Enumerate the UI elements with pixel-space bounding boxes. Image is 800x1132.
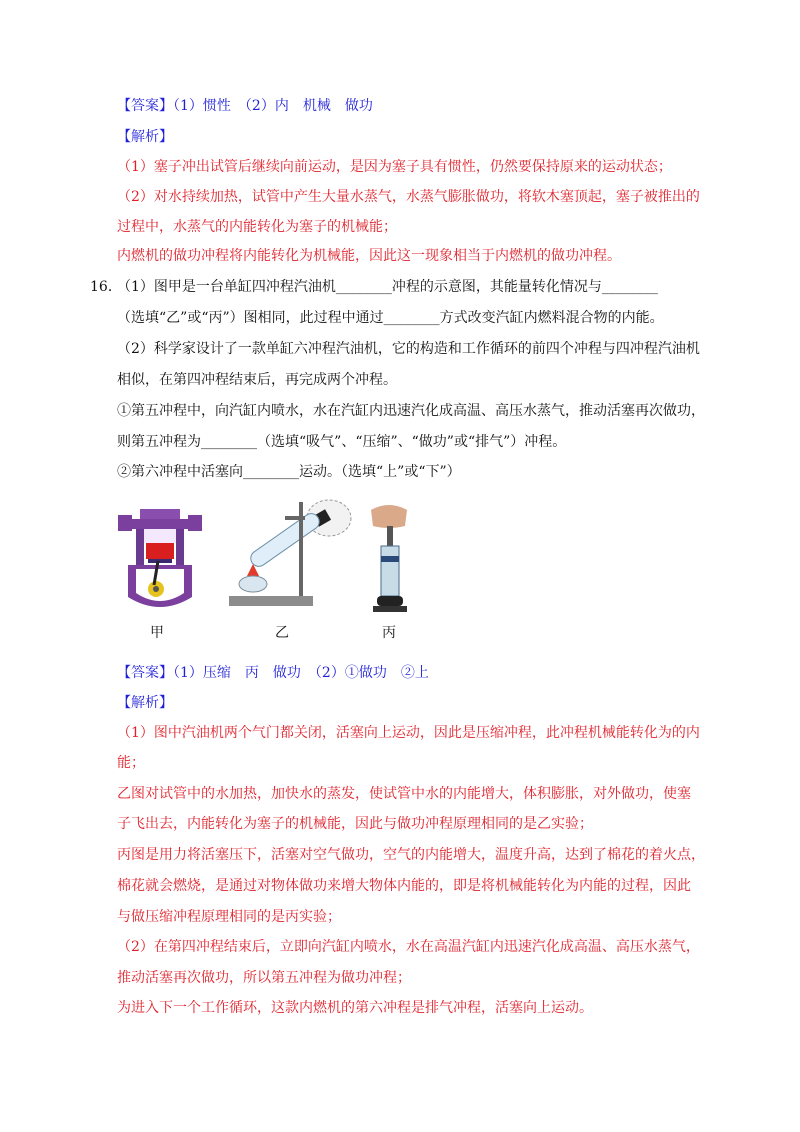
q15-analysis-line: （2）对水持续加热，试管中产生大量水蒸气，水蒸气膨胀做功，将软木塞顶起，塞子被推出的: [117, 189, 700, 205]
compression-syringe-figure: [365, 500, 415, 614]
q16-question-line: 则第五冲程为________（选填“吸气”、“压缩”、“做功”或“排气”）冲程。: [117, 434, 567, 450]
test-tube-heating-figure: [225, 492, 355, 614]
q16-analysis-line: 子飞出去，内能转化为塞子的机械能，因此与做功冲程原理相同的是乙实验；: [117, 816, 593, 832]
q15-analysis-line: 内燃机的做功冲程将内能转化为机械能，因此这一现象相当于内燃机的做功冲程。: [117, 248, 621, 264]
q16-answer-text: （1）压缩 丙 做功 （2）①做功 ②上: [173, 665, 429, 681]
q16-analysis-line: 棉花就会燃烧，是通过对物体做功来增大物体内能的，即是将机械能转化为内能的过程，因此: [117, 878, 691, 894]
q16-analysis-line: 乙图对试管中的水加热，加快水的蒸发，使试管中水的内能增大，体积膨胀，对外做功，使塞: [117, 786, 691, 802]
q16-analysis-line: （1）图中汽油机两个气门都关闭，活塞向上运动，因此是压缩冲程，此冲程机械能转化为的内: [117, 725, 700, 741]
engine-diagram-figure: [118, 505, 203, 613]
q16-analysis-line: 能；: [117, 755, 145, 771]
q16-question-line: ①第五冲程中，向汽缸内喷水，水在汽缸内迅速汽化成高温、高压水蒸气，推动活塞再次做功，: [117, 403, 705, 419]
q15-answer-label: 【答案】: [117, 98, 173, 114]
q16-answer-label: 【答案】: [117, 665, 173, 681]
q16-question-line: ②第六冲程中活塞向________运动。（选填“上”或“下”）: [117, 464, 461, 480]
q15-answer-text: （1）惯性 （2）内 机械 做功: [173, 98, 373, 114]
q15-analysis-line: 过程中，水蒸气的内能转化为塞子的机械能；: [117, 219, 397, 235]
q16-analysis-label: 【解析】: [117, 695, 173, 711]
q16-number: 16．: [90, 279, 122, 295]
q15-answer: [117, 96, 373, 116]
q16-question-line: 相似，在第四冲程结束后，再完成两个冲程。: [117, 372, 397, 388]
q15-analysis-line: （1）塞子冲出试管后继续向前运动，是因为塞子具有惯性，仍然要保持原来的运动状态；: [117, 159, 672, 175]
figure-caption-bing: 丙: [382, 625, 396, 641]
q16-answer: [117, 663, 429, 683]
q16-analysis-line: 推动活塞再次做功，所以第五冲程为做功冲程；: [117, 970, 411, 986]
q15-analysis-label: 【解析】: [117, 129, 173, 145]
q16-question-line: （选填“乙”或“丙”）图相同，此过程中通过________方式改变汽缸内燃料混合物的内能。: [117, 310, 664, 326]
q16-analysis-line: 与做压缩冲程原理相同的是丙实验；: [117, 909, 341, 925]
q16-question-line: （1）图甲是一台单缸四冲程汽油机________冲程的示意图，其能量转化情况与________: [117, 279, 658, 295]
q16-question-line: （2）科学家设计了一款单缸六冲程汽油机，它的构造和工作循环的前四个冲程与四冲程汽油机: [117, 341, 700, 357]
q16-analysis-line: 丙图是用力将活塞压下，活塞对空气做功，空气的内能增大，温度升高，达到了棉花的着火点，: [117, 847, 705, 863]
figure-caption-yi: 乙: [275, 625, 289, 641]
figure-caption-jia: 甲: [150, 625, 164, 641]
q16-analysis-line: （2）在第四冲程结束后，立即向汽缸内喷水，水在高温汽缸内迅速汽化成高温、高压水蒸气，: [117, 939, 700, 955]
q16-analysis-line: 为进入下一个工作循环，这款内燃机的第六冲程是排气冲程，活塞向上运动。: [117, 1000, 593, 1016]
